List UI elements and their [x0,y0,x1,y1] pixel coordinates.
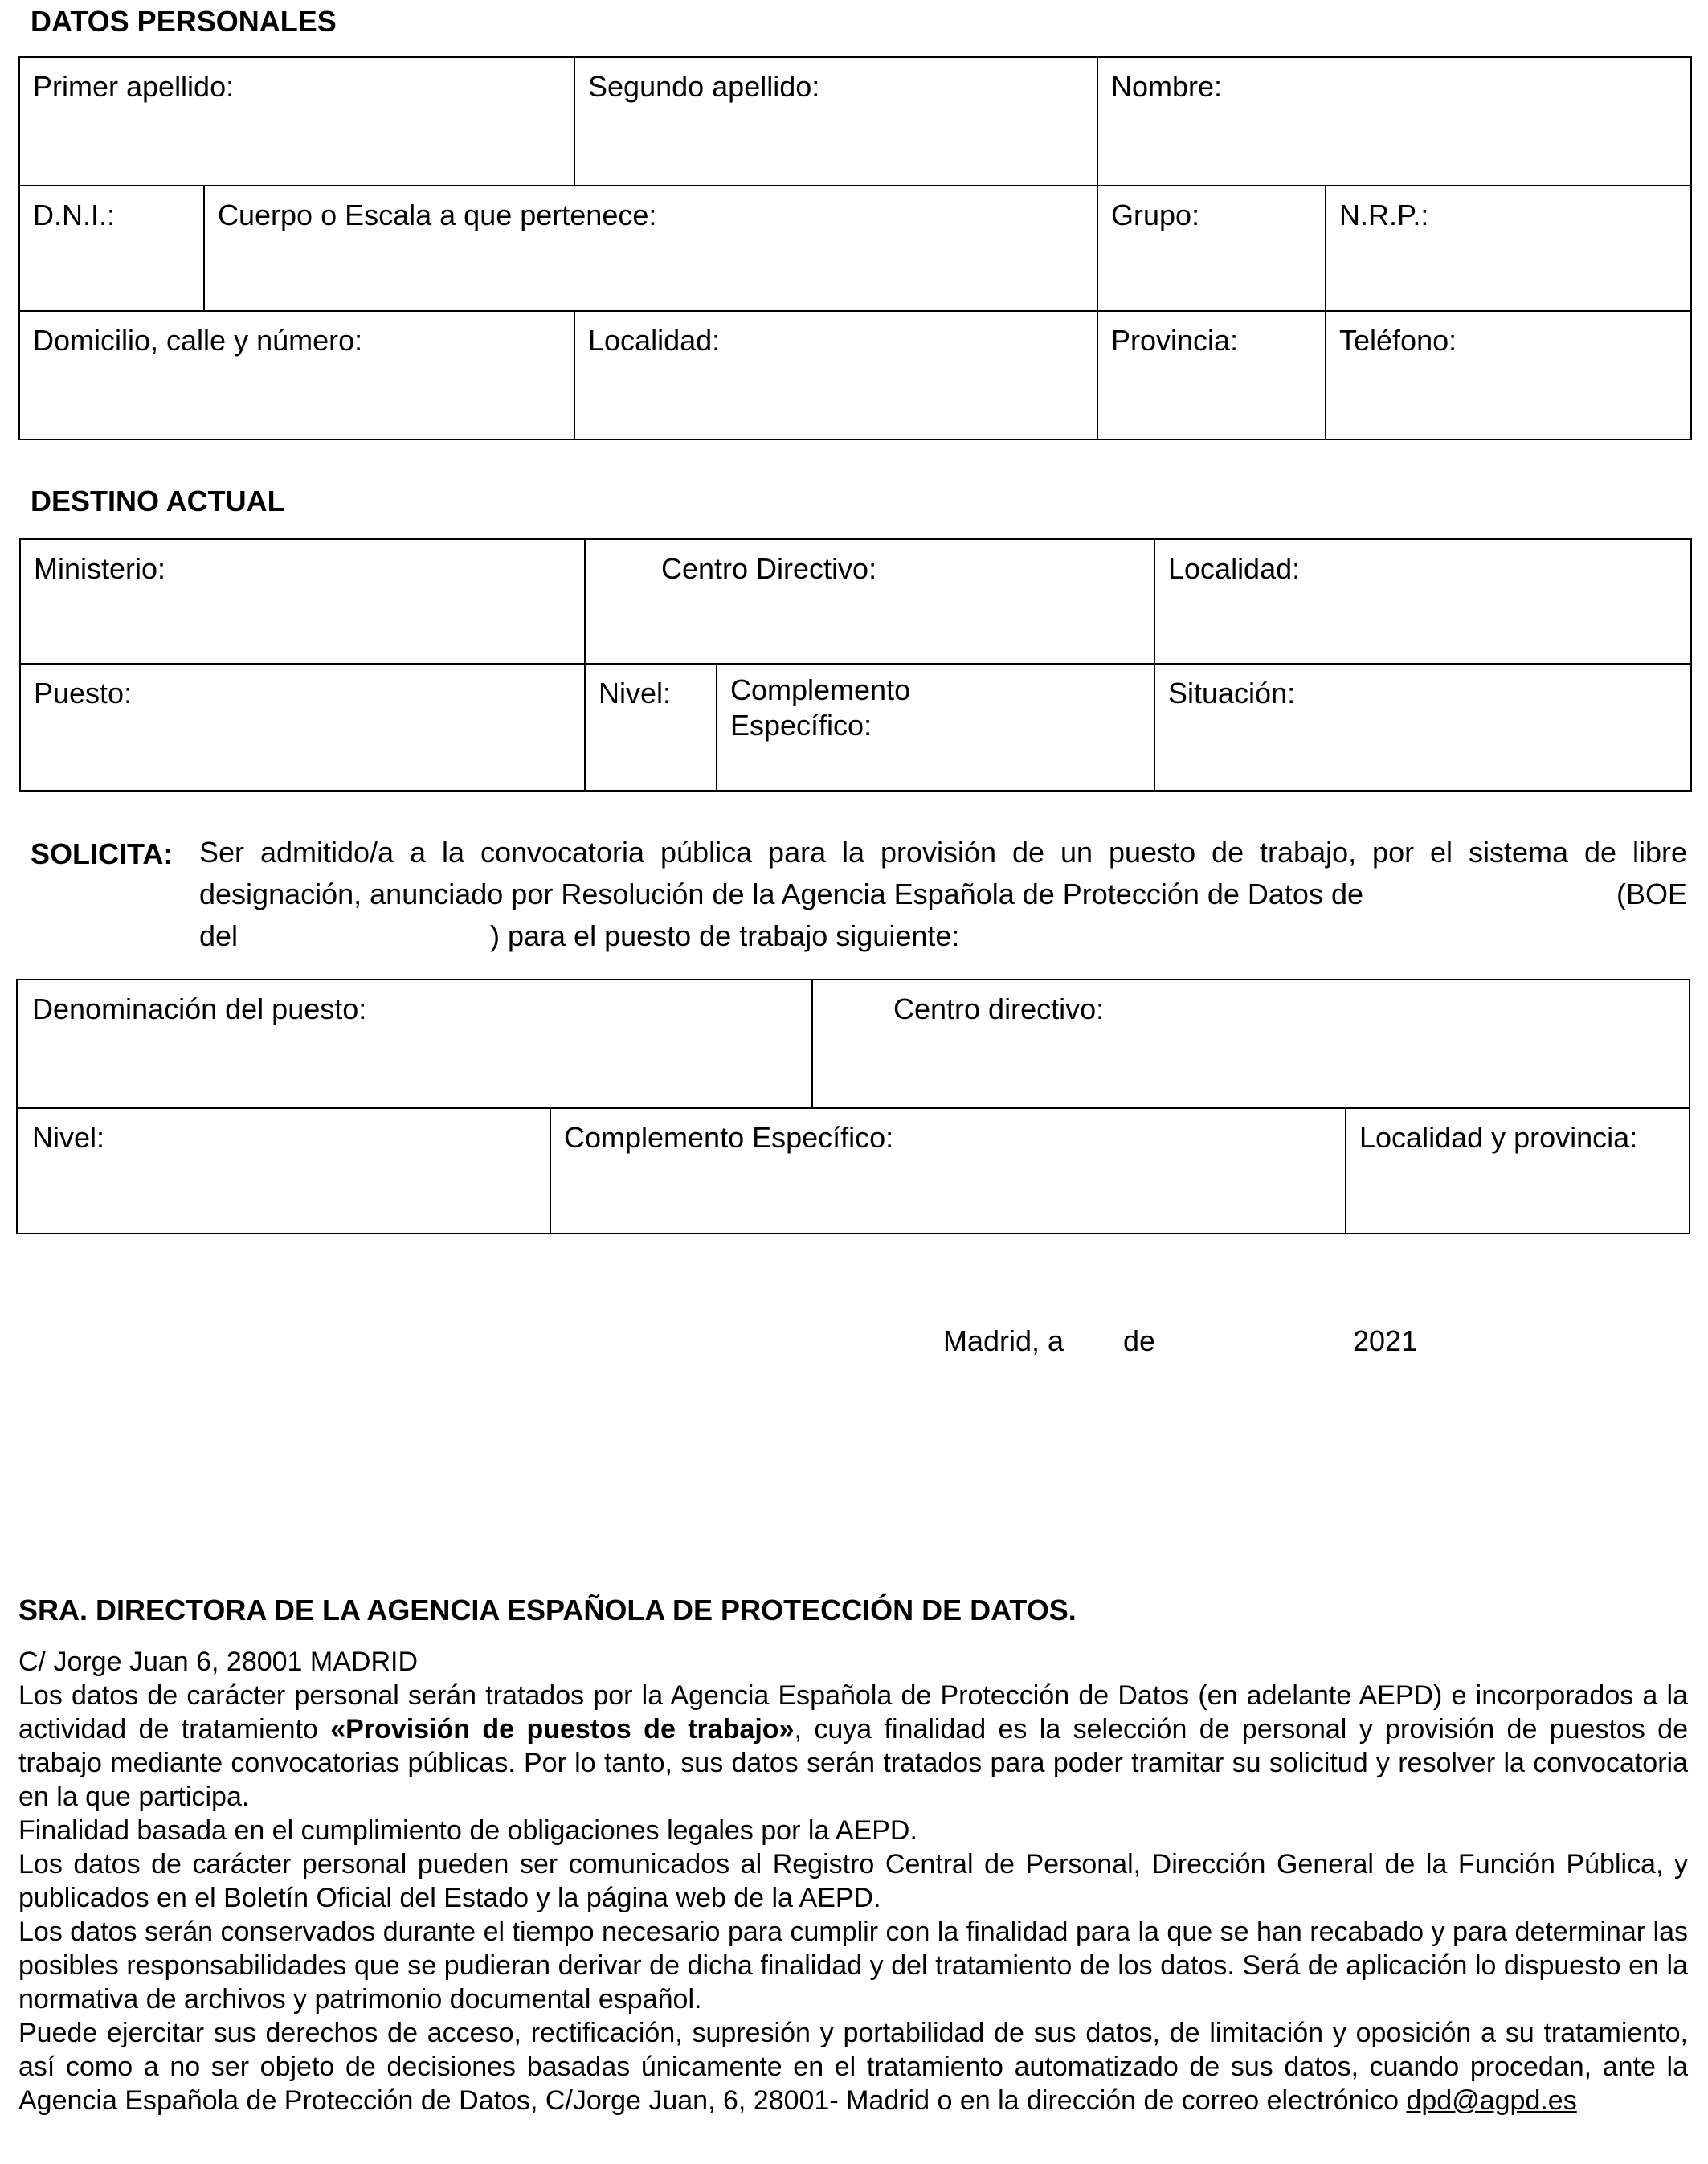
solicita-label: SOLICITA: [31,837,174,870]
field-segundo-apellido[interactable] [574,57,1097,186]
email-link[interactable]: dpd@agpd.es [1406,2085,1577,2116]
puesto-solicitado-table [16,979,1690,1234]
field-ministerio[interactable] [20,539,585,664]
field-denominacion-puesto[interactable] [17,980,812,1108]
label-localidad-provincia: Localidad y provincia: [1359,1121,1638,1154]
destinatario-address: C/ Jorge Juan 6, 28001 MADRID [18,1647,419,1677]
legal-p2: Finalidad basada en el cumplimiento de obligaciones legales por la AEPD. [18,1815,917,1846]
field-cuerpo-escala[interactable] [204,186,1097,311]
solicita-line-3 [199,915,1687,957]
datos-personales-heading: DATOS PERSONALES [31,5,337,38]
label-primer-apellido: Primer apellido: [33,70,235,103]
field-localidad[interactable] [574,311,1097,440]
field-nrp[interactable] [1326,186,1691,311]
label-complemento-especifico-puesto: Complemento Específico: [564,1121,894,1154]
label-domicilio: Domicilio, calle y número: [33,324,363,357]
label-puesto: Puesto: [34,677,133,710]
legal-p1 [18,1679,1688,1814]
label-centro-directivo: Centro Directivo: [661,552,877,585]
field-localidad-provincia[interactable] [1346,1108,1690,1233]
field-provincia[interactable] [1097,311,1326,440]
label-grupo: Grupo: [1111,198,1200,231]
solicita-line-3b: ) para el puesto de trabajo siguiente: [490,919,960,952]
legal-p1-bold: «Provisión de puestos de trabajo» [330,1714,795,1745]
label-nivel-destino: Nivel: [599,677,672,710]
legal-p5-text: Puede ejercitar sus derechos de acceso, rectificación, supresión y portabilidad de sus datos, de limitación y oposición a su tratamiento, así como a no ser objeto de decisiones basadas únicamente en el tratamiento automatizado de sus datos, cuando procedan, ante la Agencia Española de Protección de Datos, C/Jorge Juan, 6, 28001- Madrid o en la dirección de correo electrónico [18,2018,1688,2116]
destino-actual-heading: DESTINO ACTUAL [31,485,285,517]
label-nrp: N.R.P.: [1339,198,1429,231]
solicita-line-3a: del [199,919,239,952]
field-puesto[interactable] [20,664,585,791]
label-localidad: Localidad: [588,324,721,357]
solicita-line-2 [199,873,1687,915]
solicita-line-2b: (BOE [1616,877,1687,910]
solicita-line-1: Ser admitido/a a la convocatoria pública para la provisión de un puesto de trabajo, por el sistema de libre [199,836,1687,869]
label-denominacion-puesto: Denominación del puesto: [32,992,367,1025]
legal-p1-b: , cuya finalidad es la selección de personal y provisión de puestos de trabajo mediante convocatorias públicas. Por lo tanto, sus datos serán tratados para poder tramitar su solicitud y resolver la convocatoria en la que participa. [18,1714,1688,1812]
label-nombre: Nombre: [1111,70,1223,103]
destinatario-title: SRA. DIRECTORA DE LA AGENCIA ESPAÑOLA DE PROTECCIÓN DE DATOS. [18,1593,1077,1626]
legal-p3: Los datos de carácter personal pueden ser comunicados al Registro Central de Personal, Dirección General de la Función Pública, y publicados en el Boletín Oficial del Estado y la página web de la AEPD. [18,1849,1688,1913]
label-centro-directivo-puesto: Centro directivo: [893,992,1105,1025]
fecha-year: 2021 [1353,1324,1418,1357]
label-telefono: Teléfono: [1339,324,1457,357]
fecha-de: de [1123,1324,1156,1357]
field-grupo[interactable] [1097,186,1326,311]
field-telefono[interactable] [1326,311,1691,440]
label-ministerio: Ministerio: [34,552,166,585]
field-dni[interactable] [19,186,204,311]
field-complemento-especifico-puesto[interactable] [550,1108,1346,1233]
label-dni: D.N.I.: [33,198,116,231]
field-primer-apellido[interactable] [19,57,574,186]
fecha-madrid: Madrid, a [943,1324,1064,1357]
datos-personales-table [18,56,1692,440]
field-nivel-puesto[interactable] [17,1108,550,1233]
label-segundo-apellido: Segundo apellido: [588,70,820,103]
solicita-line-2a: designación, anunciado por Resolución de la Agencia Española de Protección de Datos de [199,877,1363,910]
label-localidad-destino: Localidad: [1168,552,1301,585]
field-localidad-destino[interactable] [1154,539,1691,664]
field-centro-directivo[interactable] [585,539,1154,664]
label-nivel-puesto: Nivel: [32,1121,105,1154]
destino-actual-table [19,538,1692,792]
label-complemento-especifico-destino: Complemento Específico: [730,673,911,742]
field-centro-directivo-puesto[interactable] [812,980,1690,1108]
legal-p4: Los datos serán conservados durante el tiempo necesario para cumplir con la finalidad para la que se han recabado y para determinar las posibles responsabilidades que se pudieran derivar de dicha finalidad y del tratamiento de los datos. Será de aplicación lo dispuesto en la normativa de archivos y patrimonio documental español. [18,1917,1688,2015]
label-cuerpo-escala: Cuerpo o Escala a que pertenece: [218,198,657,231]
label-provincia: Provincia: [1111,324,1239,357]
legal-notice [18,1679,1688,2117]
field-situacion[interactable] [1154,664,1691,791]
field-nombre[interactable] [1097,57,1691,186]
legal-p5 [18,2016,1688,2117]
solicita-text [199,832,1687,957]
field-nivel-destino[interactable] [585,664,717,791]
label-situacion: Situación: [1168,677,1296,710]
field-complemento-especifico-destino[interactable] [717,664,1154,791]
legal-p1-a: Los datos de carácter personal serán tratados por la Agencia Española de Protección de Datos (en adelante AEPD) e incorporados a la actividad de tratamiento [18,1680,1688,1745]
field-domicilio[interactable] [19,311,574,440]
